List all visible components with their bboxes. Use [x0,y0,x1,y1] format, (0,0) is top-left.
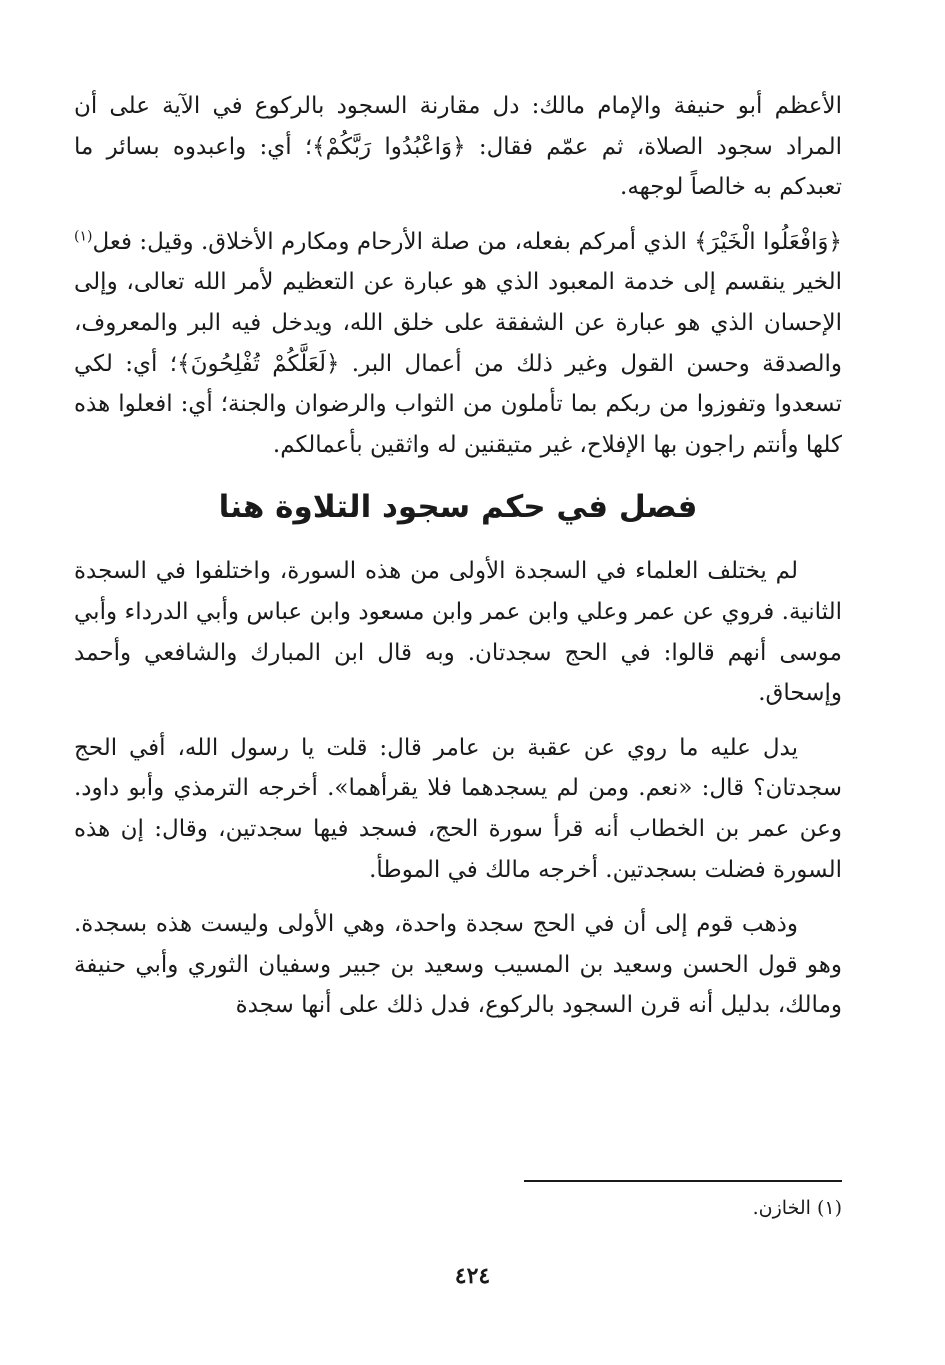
page-text-area [74,86,842,1026]
footnote: (١) الخازن. [752,1197,842,1219]
paragraph-good-deeds-part-2: الخير ينقسم إلى خدمة المعبود الذي هو عبارة عن التعظيم لأمر الله تعالى، وإلى الإحسان الذي هو عبارة عن الشفقة على خلق الله، ويدخل فيه البر والمعروف، والصدقة وحسن القول وغير ذلك من أعمال البر. ﴿لَعَلَّكُمْ تُفْلِحُونَ﴾؛ أي: لكي تسعدوا وتفوزوا من ربكم بما تأملون من الثواب والرضوان والجنة؛ أي: افعلوا هذه كلها وأنتم راجون بها الإفلاح، غير متيقنين له واثقين بأعمالكم. [74,269,842,458]
footnote-divider [524,1180,842,1182]
paragraph-good-deeds-part-1: ﴿وَافْعَلُوا الْخَيْرَ﴾ الذي أمركم بفعله، من صلة الأرحام ومكارم الأخلاق. وقيل: فعل [92,228,842,255]
paragraph-other-view: وذهب قوم إلى أن في الحج سجدة واحدة، وهي الأولى وليست هذه بسجدة. وهو قول الحسن وسعيد بن المسيب وسعيد بن جبير وسفيان الثوري وأبي حنيفة ومالك، بدليل أنه قرن السجود بالركوع، فدل ذلك على أنها سجدة [74,911,842,1019]
paragraph-good-deeds [74,222,842,466]
paragraph-scholars-opinions: لم يختلف العلماء في السجدة الأولى من هذه السورة، واختلفوا في السجدة الثانية. فروي عن عمر وعلي وابن عمر وابن مسعود وابن عباس وأبي الدرداء وأبي موسى أنهم قالوا: في الحج سجدتان. وبه قال ابن المبارك والشافعي وأحمد وإسحاق. [74,558,842,707]
page-number: ٤٢٤ [454,1263,491,1289]
section-heading: فصل في حكم سجود التلاوة هنا [218,489,698,526]
footnote-reference: (١) [74,228,93,245]
paragraph-continuation: الأعظم أبو حنيفة والإمام مالك: دل مقارنة السجود بالركوع في الآية على أن المراد سجود الصلاة، ثم عمّم فقال: ﴿وَاعْبُدُوا رَبَّكُمْ﴾؛ أي: واعبدوه بسائر ما تعبدكم به خالصاً لوجهه. [74,93,842,201]
paragraph-evidence: يدل عليه ما روي عن عقبة بن عامر قال: قلت يا رسول الله، أفي الحج سجدتان؟ قال: «نعم. ومن لم يسجدهما فلا يقرأهما». أخرجه الترمذي وأبو داود. وعن عمر بن الخطاب أنه قرأ سورة الحج، فسجد فيها سجدتين، وقال: إن هذه السورة فضلت بسجدتين. أخرجه مالك في الموطأ. [74,734,842,883]
